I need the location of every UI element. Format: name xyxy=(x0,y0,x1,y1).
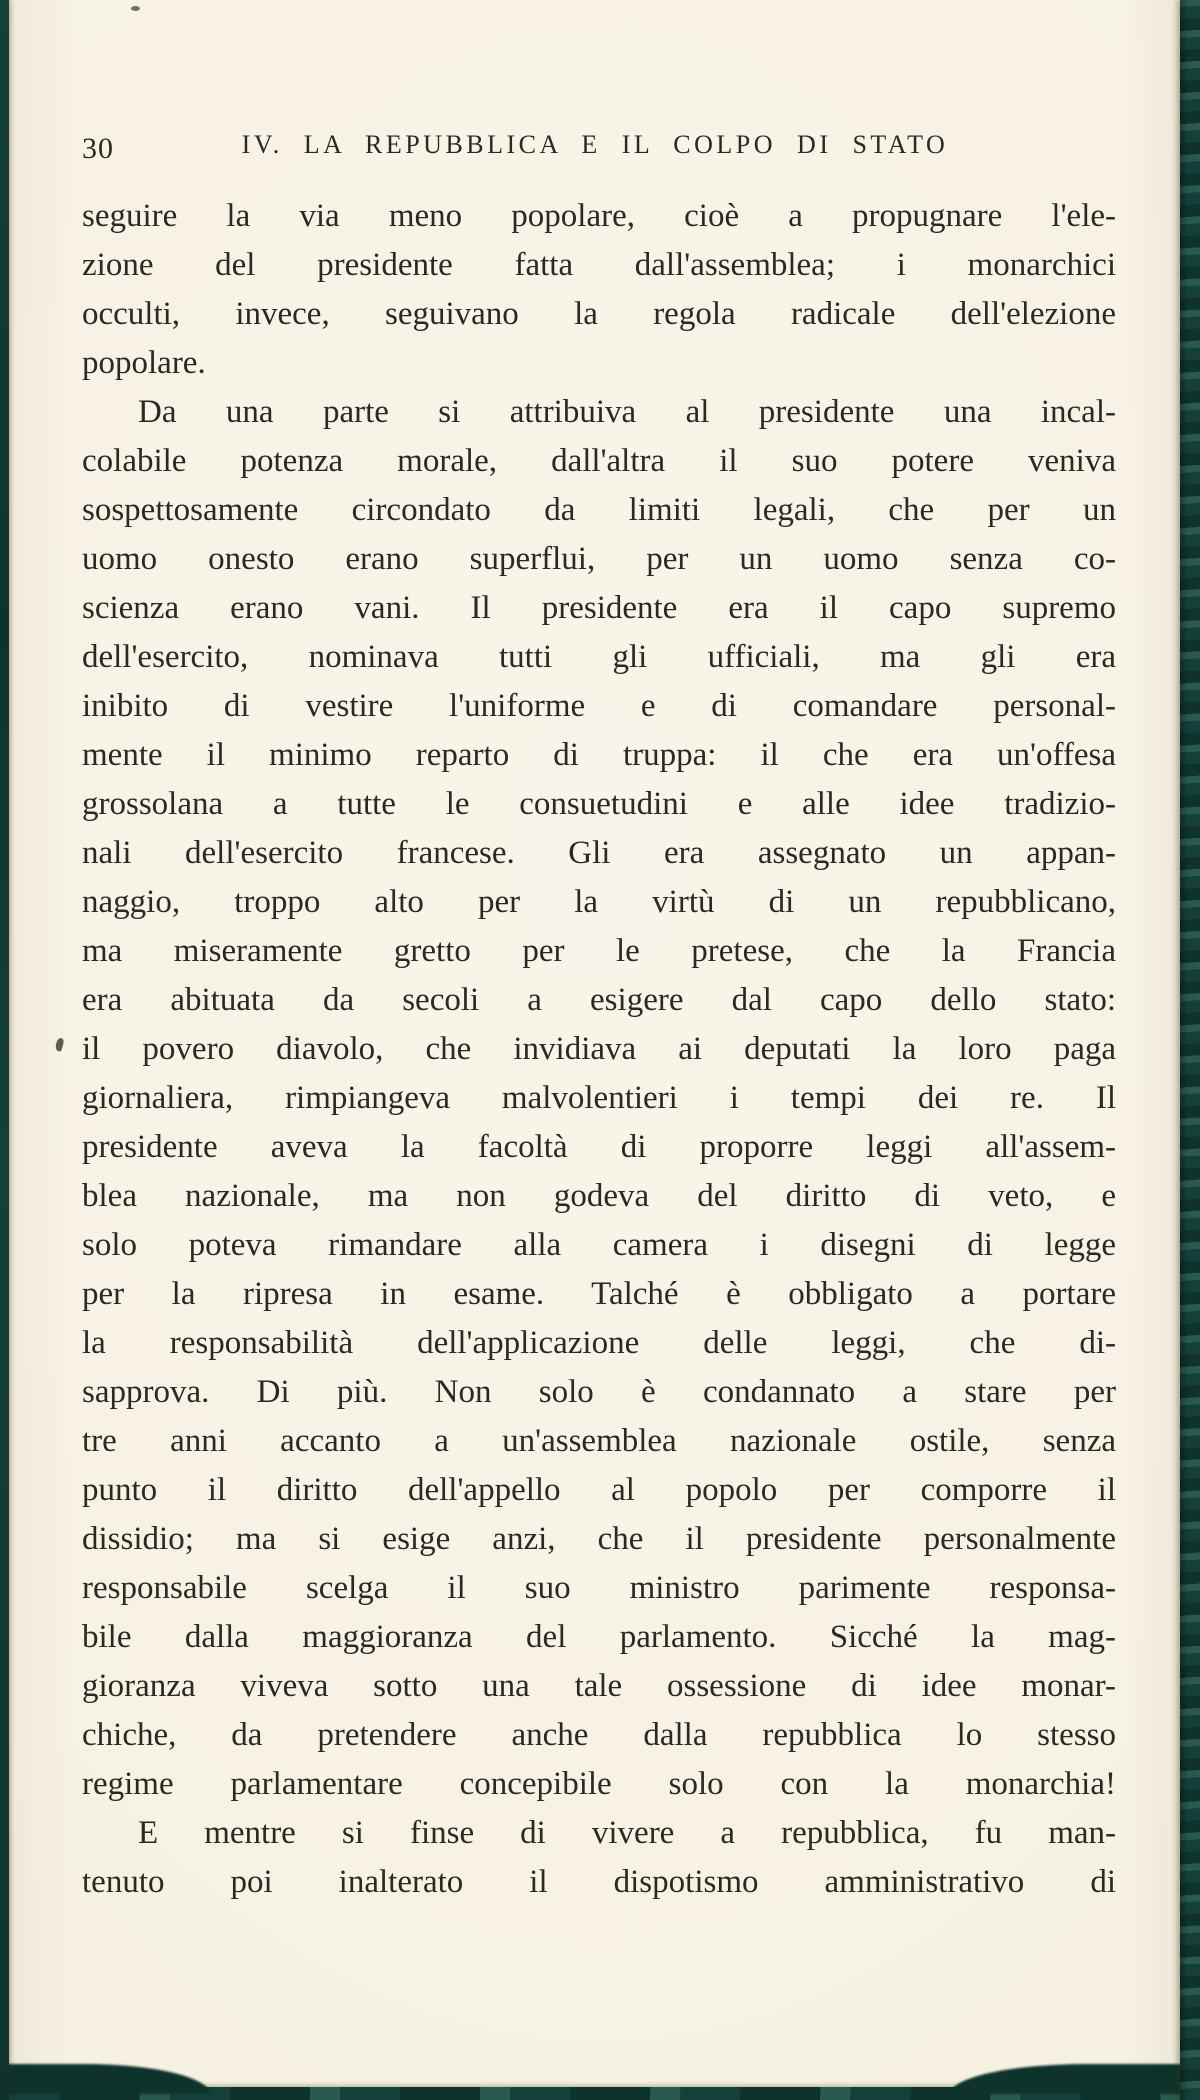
page-edge-right xyxy=(1180,0,1200,2100)
text-line: colabile potenza morale, dall'altra il suo potere veniva xyxy=(82,443,1116,479)
text-line: zione del presidente fatta dall'assemblea; i monarchici xyxy=(82,247,1116,283)
text-line: grossolana a tutte le consuetudini e alle idee tradizio- xyxy=(82,786,1116,822)
page-edge-corner-left xyxy=(0,2064,210,2094)
text-line: mente il minimo reparto di truppa: il che era un'offesa xyxy=(82,737,1116,773)
text-line: dell'esercito, nominava tutti gli ufficiali, ma gli era xyxy=(82,639,1116,675)
page-number: 30 xyxy=(82,132,114,165)
text-line: E mentre si finse di vivere a repubblica, fu man- xyxy=(138,1815,1116,1851)
text-line: ma miseramente gretto per le pretese, che la Francia xyxy=(82,933,1116,969)
text-line: responsabile scelga il suo ministro parimente responsa- xyxy=(82,1570,1116,1606)
text-line: per la ripresa in esame. Talché è obbligato a portare xyxy=(82,1276,1116,1312)
text-line: nali dell'esercito francese. Gli era assegnato un appan- xyxy=(82,835,1116,871)
chapter-running-title: IV. LA REPUBBLICA E IL COLPO DI STATO xyxy=(241,130,949,159)
text-line: chiche, da pretendere anche dalla repubblica lo stesso xyxy=(82,1717,1116,1753)
text-line: sapprova. Di più. Non solo è condannato a stare per xyxy=(82,1374,1116,1410)
text-line: regime parlamentare concepibile solo con la monarchia! xyxy=(82,1766,1116,1802)
text-line: inibito di vestire l'uniforme e di comandare personal- xyxy=(82,688,1116,724)
ink-speck xyxy=(131,6,140,11)
text-line: sospettosamente circondato da limiti legali, che per un xyxy=(82,492,1116,528)
text-line: dissidio; ma si esige anzi, che il presidente personalmente xyxy=(82,1521,1116,1557)
page-edge-corner-right xyxy=(950,2064,1200,2094)
text-line: punto il diritto dell'appello al popolo per comporre il xyxy=(82,1472,1116,1508)
text-line: presidente aveva la facoltà di proporre leggi all'assem- xyxy=(82,1129,1116,1165)
text-line: gioranza viveva sotto una tale ossessione di idee monar- xyxy=(82,1668,1116,1704)
binding-edge-left xyxy=(0,0,9,2100)
text-line: blea nazionale, ma non godeva del diritto di veto, e xyxy=(82,1178,1116,1214)
text-line: Da una parte si attribuiva al presidente una incal- xyxy=(138,394,1116,430)
text-line: occulti, invece, seguivano la regola radicale dell'elezione xyxy=(82,296,1116,332)
text-line: bile dalla maggioranza del parlamento. Sicché la mag- xyxy=(82,1619,1116,1655)
text-line: scienza erano vani. Il presidente era il capo supremo xyxy=(82,590,1116,626)
text-line: la responsabilità dell'applicazione delle leggi, che di- xyxy=(82,1325,1116,1361)
running-header xyxy=(82,130,1108,170)
text-line: naggio, troppo alto per la virtù di un repubblicano, xyxy=(82,884,1116,920)
text-line: giornaliera, rimpiangeva malvolentieri i tempi dei re. Il xyxy=(82,1080,1116,1116)
text-line: il povero diavolo, che invidiava ai deputati la loro paga xyxy=(82,1031,1116,1067)
text-line: era abituata da secoli a esigere dal capo dello stato: xyxy=(82,982,1116,1018)
text-line: tenuto poi inalterato il dispotismo amministrativo di xyxy=(82,1864,1116,1900)
ink-speck xyxy=(54,1037,65,1052)
text-block xyxy=(82,192,1116,1907)
text-line: popolare. xyxy=(82,345,206,381)
text-line: seguire la via meno popolare, cioè a propugnare l'ele- xyxy=(82,198,1116,234)
text-line: tre anni accanto a un'assemblea nazionale ostile, senza xyxy=(82,1423,1116,1459)
text-line: uomo onesto erano superflui, per un uomo senza co- xyxy=(82,541,1116,577)
text-line: solo poteva rimandare alla camera i disegni di legge xyxy=(82,1227,1116,1263)
